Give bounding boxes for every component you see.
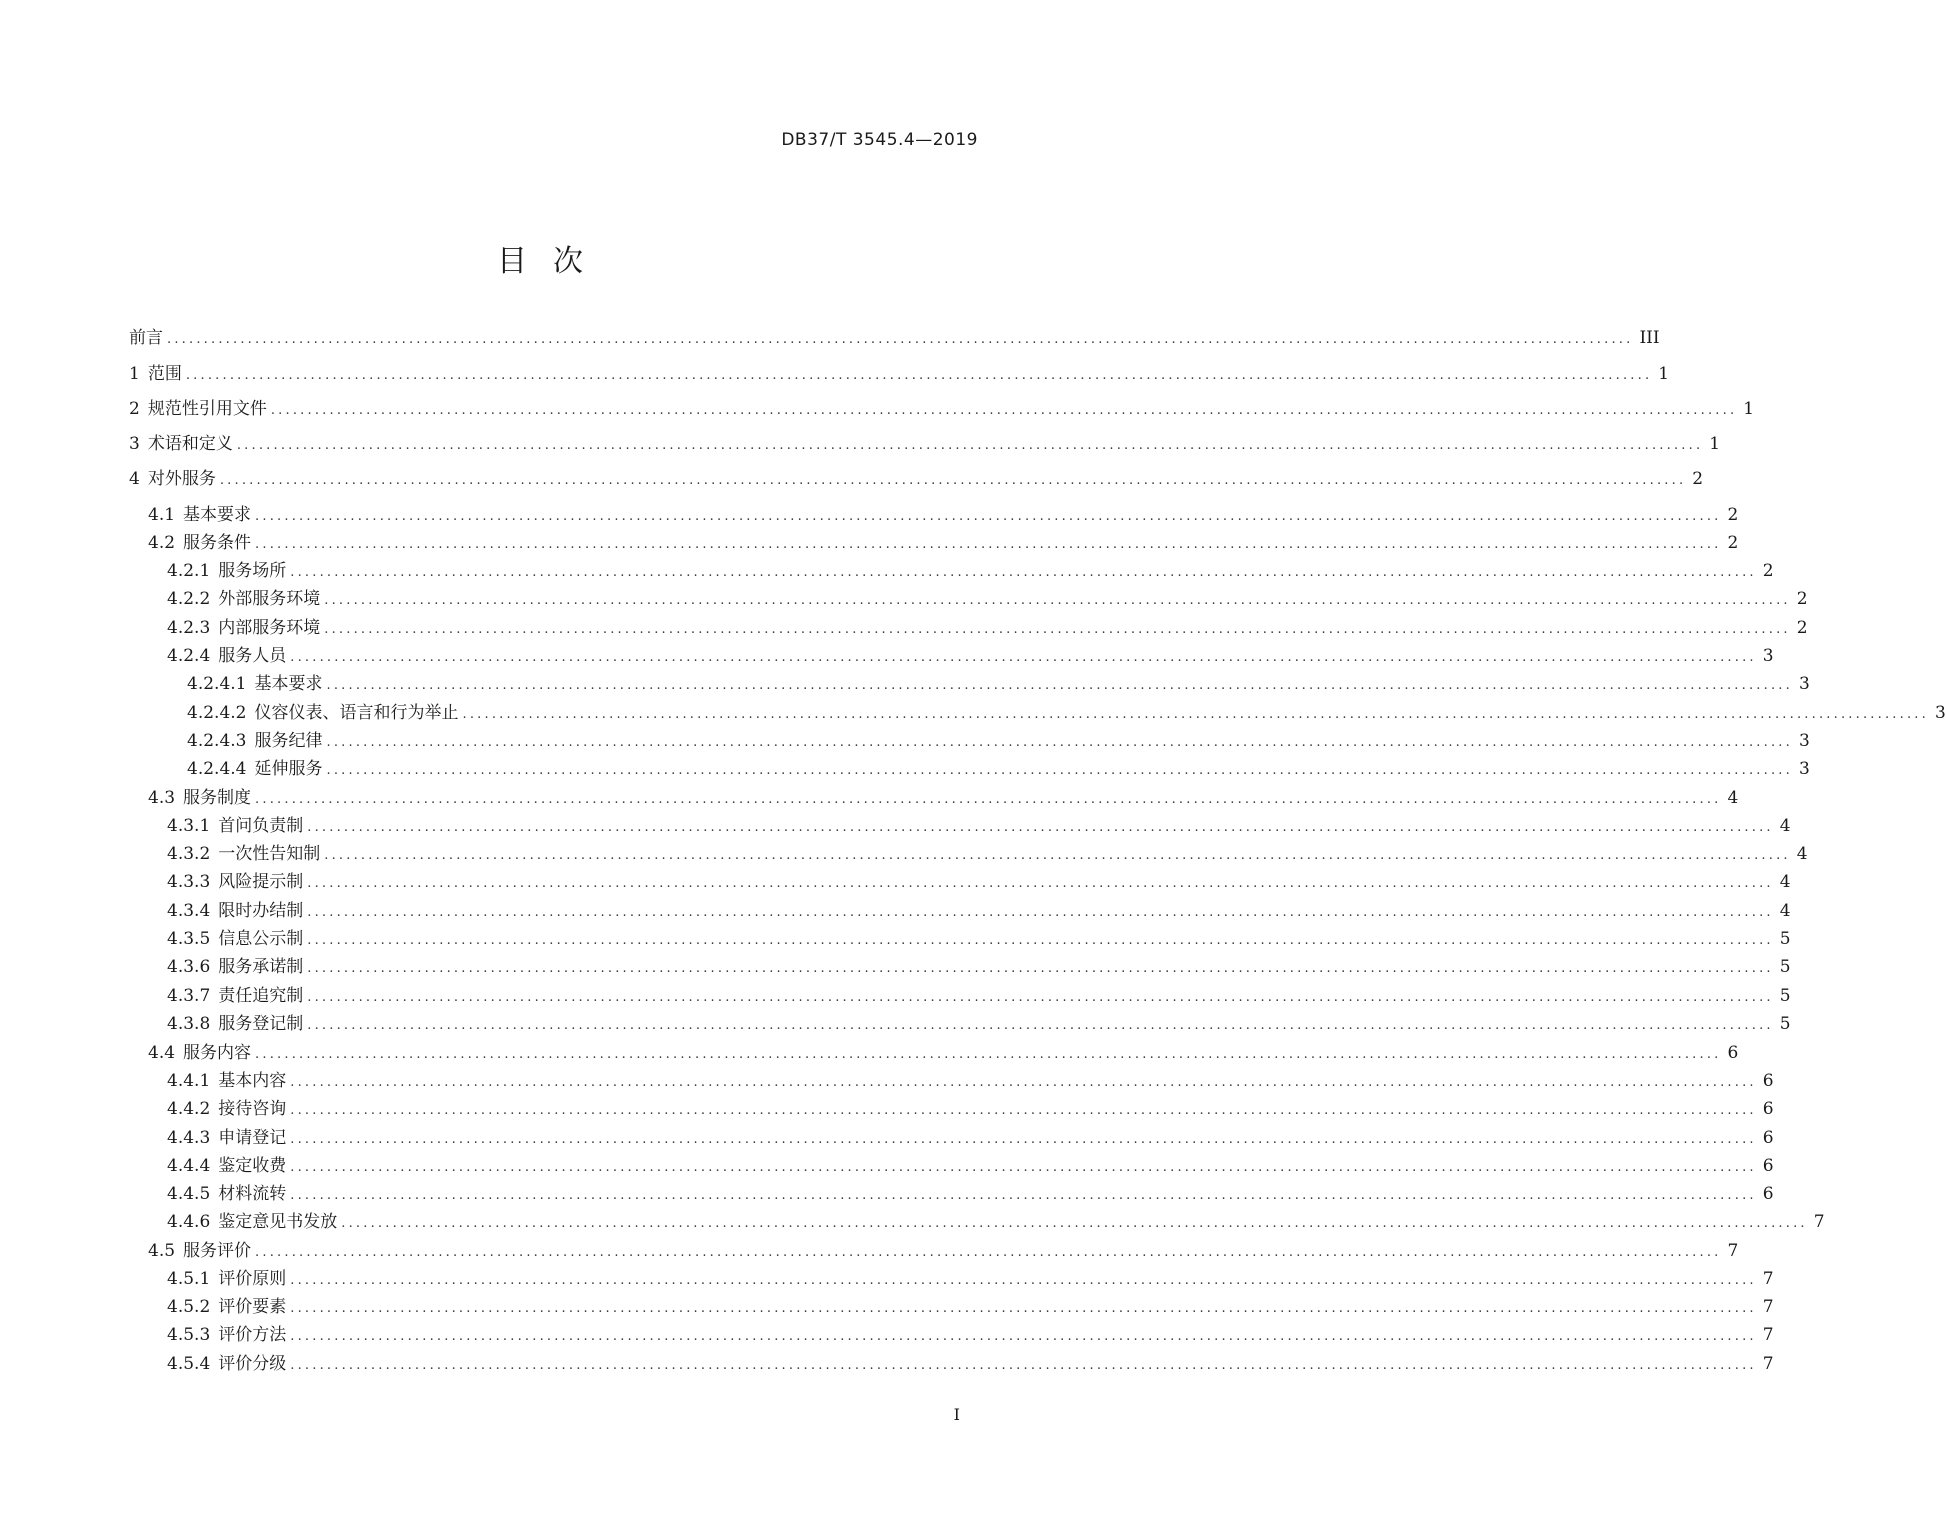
toc-entry-page: 1 — [1743, 399, 1755, 419]
toc-entry[interactable] — [167, 1125, 1774, 1151]
toc-entry-number: 2 — [129, 399, 140, 419]
toc-entry-page: 4 — [1727, 788, 1739, 808]
toc-entry[interactable] — [129, 431, 1721, 457]
toc-entry-number: 4.2.4.4 — [187, 759, 247, 779]
toc-entry-page: 7 — [1762, 1354, 1774, 1374]
toc-entry[interactable] — [167, 1266, 1774, 1292]
toc-entry-label: 服务人员 — [218, 646, 287, 666]
toc-dot-leader: ........................................................................................................................................................................................................ — [307, 933, 1774, 948]
toc-dot-leader: ........................................................................................................................................................................................................ — [324, 622, 1791, 637]
toc-entry-label: 基本内容 — [218, 1071, 287, 1091]
toc-entry-label: 评价方法 — [218, 1325, 287, 1345]
toc-entry-label: 评价分级 — [218, 1354, 287, 1374]
toc-entry-number: 4.5.2 — [167, 1297, 211, 1317]
toc-entry-label: 风险提示制 — [218, 872, 304, 892]
toc-dot-leader: ........................................................................................................................................................................................................ — [290, 650, 1757, 665]
toc-entry-label: 内部服务环境 — [218, 618, 321, 638]
toc-entry-label: 术语和定义 — [147, 434, 233, 454]
toc-entry-number: 4.5.1 — [167, 1269, 211, 1289]
toc-entry-number: 4.3.2 — [167, 844, 211, 864]
toc-entry-page: 2 — [1762, 561, 1774, 581]
toc-entry[interactable] — [167, 898, 1791, 924]
toc-entry[interactable] — [167, 1181, 1774, 1207]
toc-entry-number: 4.3.8 — [167, 1014, 211, 1034]
toc-dot-leader: ........................................................................................................................................................................................................ — [290, 565, 1757, 580]
toc-dot-leader: ........................................................................................................................................................................................................ — [290, 1188, 1757, 1203]
toc-entry[interactable] — [167, 869, 1791, 895]
toc-entry[interactable] — [167, 983, 1791, 1009]
toc-entry-number: 4.4.3 — [167, 1128, 211, 1148]
toc-entry-number: 4.5.4 — [167, 1354, 211, 1374]
toc-entry-number: 4.5 — [148, 1241, 176, 1261]
toc-entry[interactable] — [148, 502, 1739, 528]
toc-entry-page: 6 — [1762, 1184, 1774, 1204]
toc-dot-leader: ........................................................................................................................................................................................................ — [326, 735, 1793, 750]
toc-entry-number: 4.3.3 — [167, 872, 211, 892]
toc-entry-page: 1 — [1658, 364, 1670, 384]
toc-entry-label: 材料流转 — [218, 1184, 287, 1204]
toc-dot-leader: ........................................................................................................................................................................................................ — [290, 1103, 1757, 1118]
toc-entry-number: 4.4 — [148, 1043, 176, 1063]
toc-dot-leader: ........................................................................................................................................................................................................ — [290, 1132, 1757, 1147]
toc-entry-label: 一次性告知制 — [218, 844, 321, 864]
toc-entry[interactable] — [167, 615, 1808, 641]
toc-entry[interactable] — [167, 1322, 1774, 1348]
toc-dot-leader: ........................................................................................................................................................................................................ — [290, 1075, 1757, 1090]
toc-entry[interactable] — [167, 1351, 1774, 1377]
toc-dot-leader: ........................................................................................................................................................................................................ — [324, 848, 1791, 863]
toc-entry-page: 4 — [1796, 844, 1808, 864]
toc-entry-page: 6 — [1762, 1099, 1774, 1119]
toc-entry[interactable] — [167, 558, 1774, 584]
toc-entry-page: 6 — [1762, 1128, 1774, 1148]
toc-entry[interactable] — [167, 926, 1791, 952]
toc-dot-leader: ........................................................................................................................................................................................................ — [270, 403, 1738, 418]
toc-entry[interactable] — [167, 1011, 1791, 1037]
toc-entry[interactable] — [187, 671, 1810, 697]
toc-entry-number: 4.4.4 — [167, 1156, 211, 1176]
toc-entry-label: 首问负责制 — [218, 816, 304, 836]
toc-dot-leader: ........................................................................................................................................................................................................ — [326, 678, 1793, 693]
toc-entry-page: 4 — [1779, 872, 1791, 892]
toc-dot-leader: ........................................................................................................................................................................................................ — [462, 707, 1929, 722]
toc-dot-leader: ........................................................................................................................................................................................................ — [255, 1245, 1722, 1260]
toc-entry-number: 1 — [129, 364, 140, 384]
toc-entry[interactable] — [167, 1096, 1774, 1122]
toc-entry[interactable] — [167, 1209, 1825, 1235]
toc-dot-leader: ........................................................................................................................................................................................................ — [255, 537, 1722, 552]
toc-dot-leader: ........................................................................................................................................................................................................ — [341, 1216, 1808, 1231]
toc-entry-label: 评价原则 — [218, 1269, 287, 1289]
toc-entry[interactable] — [148, 1040, 1739, 1066]
toc-entry-label: 延伸服务 — [254, 759, 323, 779]
toc-dot-leader: ........................................................................................................................................................................................................ — [326, 763, 1793, 778]
toc-entry[interactable] — [167, 841, 1808, 867]
toc-entry[interactable] — [187, 728, 1810, 754]
toc-dot-leader: ........................................................................................................................................................................................................ — [307, 961, 1774, 976]
toc-entry-number: 4.4.6 — [167, 1212, 211, 1232]
toc-entry-page: 3 — [1934, 703, 1946, 723]
toc-entry-label: 对外服务 — [147, 469, 216, 489]
toc-entry-number: 4.2.1 — [167, 561, 211, 581]
toc-entry-number: 4.4.1 — [167, 1071, 211, 1091]
toc-entry-number: 4.2 — [148, 533, 176, 553]
toc-entry-page: 7 — [1727, 1241, 1739, 1261]
toc-entry[interactable] — [167, 813, 1791, 839]
toc-dot-leader: ........................................................................................................................................................................................................ — [290, 1358, 1757, 1373]
toc-dot-leader: ........................................................................................................................................................................................................ — [324, 593, 1791, 608]
toc-entry-page: 4 — [1779, 816, 1791, 836]
toc-entry-number: 4.3.4 — [167, 901, 211, 921]
toc-entry-number: 4.2.3 — [167, 618, 211, 638]
toc-entry-label: 接待咨询 — [218, 1099, 287, 1119]
page-number: I — [953, 1405, 960, 1424]
toc-entry-page: III — [1639, 328, 1660, 348]
toc-entry-page: 6 — [1727, 1043, 1739, 1063]
toc-entry[interactable] — [129, 466, 1704, 492]
toc-entry-label: 基本要求 — [183, 505, 252, 525]
toc-entry[interactable] — [129, 396, 1755, 422]
toc-entry[interactable] — [167, 643, 1774, 669]
toc-dot-leader: ........................................................................................................................................................................................................ — [167, 332, 1634, 347]
toc-entry-number: 4.4.5 — [167, 1184, 211, 1204]
toc-entry-label: 评价要素 — [218, 1297, 287, 1317]
toc-entry-label: 服务条件 — [183, 533, 252, 553]
toc-entry-page: 3 — [1762, 646, 1774, 666]
toc-dot-leader: ........................................................................................................................................................................................................ — [307, 1018, 1774, 1033]
toc-entry-label: 服务制度 — [183, 788, 252, 808]
toc-dot-leader: ........................................................................................................................................................................................................ — [307, 990, 1774, 1005]
toc-entry-label: 规范性引用文件 — [147, 399, 267, 419]
toc-entry-page: 5 — [1779, 986, 1791, 1006]
toc-dot-leader: ........................................................................................................................................................................................................ — [219, 473, 1687, 488]
toc-entry-number: 4 — [129, 469, 140, 489]
toc-entry-label: 外部服务环境 — [218, 589, 321, 609]
toc-entry-number: 4.2.2 — [167, 589, 211, 609]
toc-dot-leader: ........................................................................................................................................................................................................ — [307, 905, 1774, 920]
toc-entry-page: 5 — [1779, 929, 1791, 949]
toc-dot-leader: ........................................................................................................................................................................................................ — [185, 368, 1653, 383]
toc-entry-label: 服务场所 — [218, 561, 287, 581]
toc-entry-page: 6 — [1762, 1156, 1774, 1176]
toc-dot-leader: ........................................................................................................................................................................................................ — [236, 438, 1704, 453]
toc-entry-label: 服务登记制 — [218, 1014, 304, 1034]
toc-entry-number: 4.2.4.3 — [187, 731, 247, 751]
toc-entry-label: 服务纪律 — [254, 731, 323, 751]
toc-entry-page: 2 — [1727, 505, 1739, 525]
toc-entry-number: 4.1 — [148, 505, 176, 525]
toc-entry-page: 7 — [1762, 1269, 1774, 1289]
toc-entry-page: 7 — [1762, 1325, 1774, 1345]
toc-entry-label: 申请登记 — [218, 1128, 287, 1148]
toc-entry-page: 3 — [1798, 731, 1810, 751]
toc-entry-number: 4.2.4 — [167, 646, 211, 666]
toc-entry-page: 2 — [1727, 533, 1739, 553]
toc-entry-number: 4.3.1 — [167, 816, 211, 836]
toc-entry-number: 3 — [129, 434, 140, 454]
toc-dot-leader: ........................................................................................................................................................................................................ — [255, 509, 1722, 524]
toc-entry[interactable] — [148, 530, 1739, 556]
document-code: DB37/T 3545.4—2019 — [781, 130, 978, 150]
toc-entry[interactable] — [129, 361, 1670, 387]
toc-entry-label: 责任追究制 — [218, 986, 304, 1006]
toc-entry-label: 服务承诺制 — [218, 957, 304, 977]
toc-entry-number: 4.2.4.2 — [187, 703, 247, 723]
toc-entry-page: 1 — [1709, 434, 1721, 454]
toc-entry-number: 4.3.7 — [167, 986, 211, 1006]
toc-entry-page: 6 — [1762, 1071, 1774, 1091]
toc-entry-label: 服务内容 — [183, 1043, 252, 1063]
toc-entry[interactable] — [167, 586, 1808, 612]
toc-entry-label: 信息公示制 — [218, 929, 304, 949]
toc-entry[interactable] — [148, 1238, 1739, 1264]
toc-entry-number: 4.3.5 — [167, 929, 211, 949]
page-title: 目次 — [497, 244, 609, 279]
toc-entry-page: 2 — [1796, 589, 1808, 609]
toc-entry-page: 5 — [1779, 1014, 1791, 1034]
toc-entry[interactable] — [167, 1068, 1774, 1094]
toc-dot-leader: ........................................................................................................................................................................................................ — [290, 1160, 1757, 1175]
toc-entry-label: 基本要求 — [254, 674, 323, 694]
toc-dot-leader: ........................................................................................................................................................................................................ — [290, 1329, 1757, 1344]
toc-dot-leader: ........................................................................................................................................................................................................ — [290, 1301, 1757, 1316]
toc-entry-page: 5 — [1779, 957, 1791, 977]
toc-dot-leader: ........................................................................................................................................................................................................ — [307, 820, 1774, 835]
toc-entry-label: 鉴定意见书发放 — [218, 1212, 338, 1232]
toc-dot-leader: ........................................................................................................................................................................................................ — [255, 792, 1722, 807]
toc-entry[interactable] — [148, 785, 1739, 811]
toc-entry-number: 4.3.6 — [167, 957, 211, 977]
toc-entry[interactable] — [129, 325, 1660, 351]
toc-entry-number: 4.2.4.1 — [187, 674, 247, 694]
toc-entry[interactable] — [187, 756, 1810, 782]
toc-entry[interactable] — [167, 954, 1791, 980]
toc-entry-page: 2 — [1692, 469, 1704, 489]
toc-entry-number: 4.4.2 — [167, 1099, 211, 1119]
toc-entry[interactable] — [167, 1294, 1774, 1320]
toc-dot-leader: ........................................................................................................................................................................................................ — [255, 1047, 1722, 1062]
toc-dot-leader: ........................................................................................................................................................................................................ — [290, 1273, 1757, 1288]
toc-entry-page: 3 — [1798, 759, 1810, 779]
toc-entry-page: 7 — [1813, 1212, 1825, 1232]
toc-entry-page: 4 — [1779, 901, 1791, 921]
toc-dot-leader: ........................................................................................................................................................................................................ — [307, 876, 1774, 891]
toc-entry[interactable] — [167, 1153, 1774, 1179]
toc-entry-number: 4.5.3 — [167, 1325, 211, 1345]
toc-entry-label: 限时办结制 — [218, 901, 304, 921]
toc-entry-page: 2 — [1796, 618, 1808, 638]
toc-entry-page: 3 — [1798, 674, 1810, 694]
toc-entry-page: 7 — [1762, 1297, 1774, 1317]
toc-entry-label: 范围 — [147, 364, 182, 384]
toc-entry-label: 服务评价 — [183, 1241, 252, 1261]
toc-entry-label: 前言 — [129, 328, 163, 348]
toc-entry-number: 4.3 — [148, 788, 176, 808]
toc-entry-label: 鉴定收费 — [218, 1156, 287, 1176]
toc-entry[interactable] — [187, 700, 1946, 726]
toc-entry-label: 仪容仪表、语言和行为举止 — [254, 703, 459, 723]
